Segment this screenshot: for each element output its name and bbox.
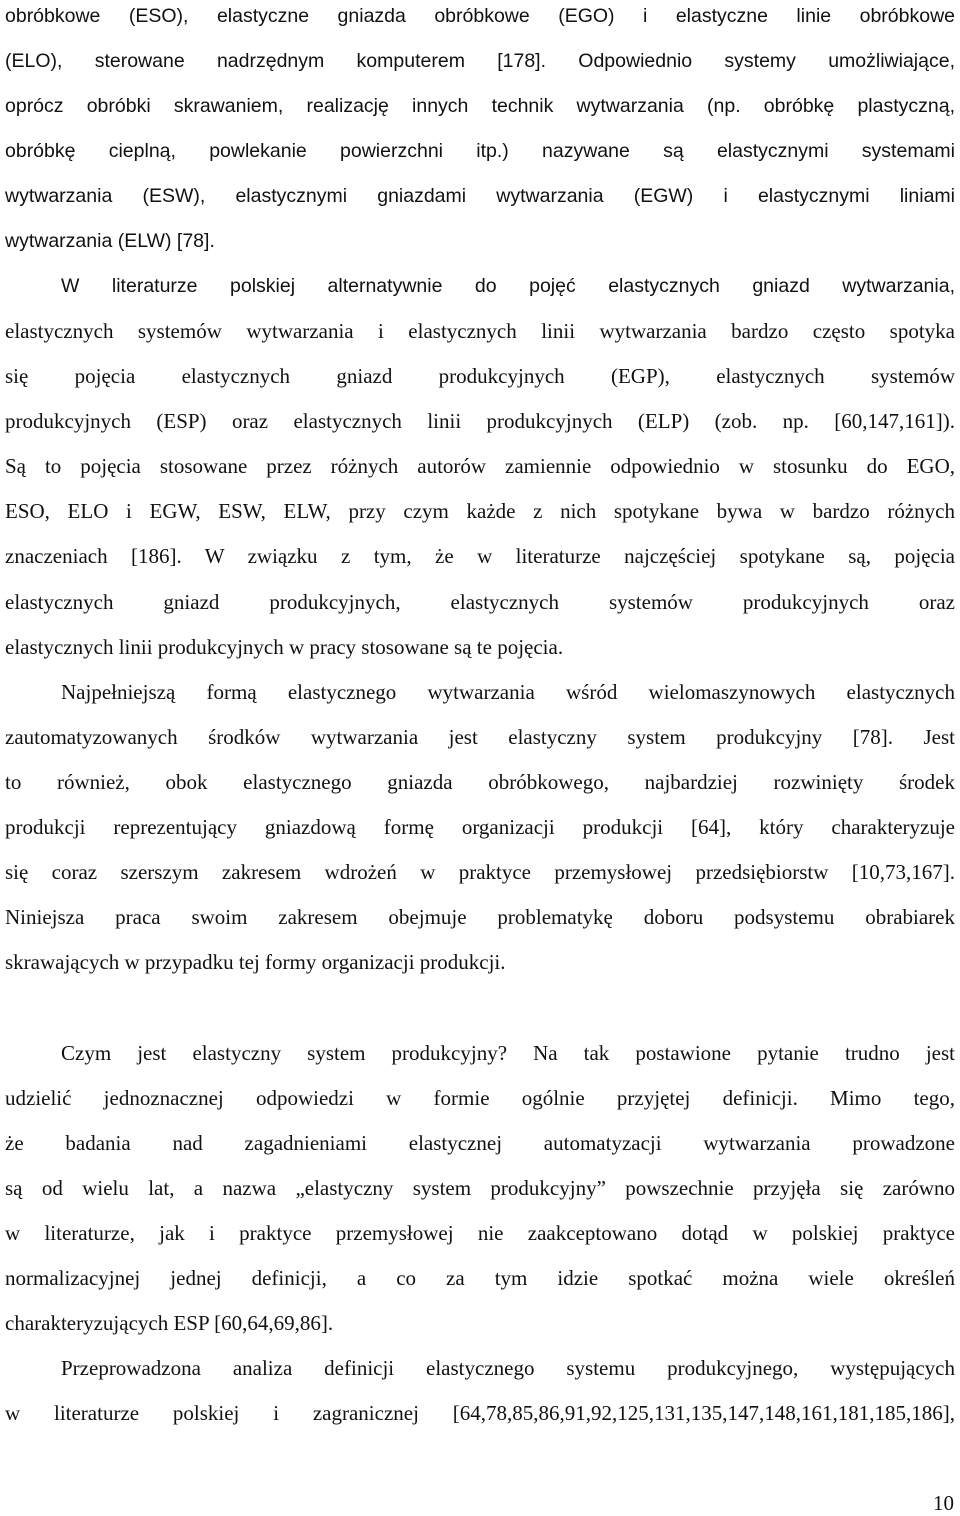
paragraph-1-line-2: (ELO), sterowane nadrzędnym komputerem [178]. Odpowiednio systemy umożliwiające, [5,50,955,72]
paragraph-4-line-2: udzielić jednoznacznej odpowiedzi w formie ogólnie przyjętej definicji. Mimo tego, [5,1086,955,1110]
paragraph-3-line-4: produkcji reprezentujący gniazdową formę organizacji produkcji [64], który charakteryzuje [5,815,955,839]
paragraph-4-line-4: są od wielu lat, a nazwa „elastyczny system produkcyjny” powszechnie przyjęła się zarówno [5,1176,955,1200]
paragraph-2-line-3: się pojęcia elastycznych gniazd produkcyjnych (EGP), elastycznych systemów [5,364,955,388]
paragraph-3-line-5: się coraz szerszym zakresem wdrożeń w praktyce przemysłowej przedsiębiorstw [10,73,167]. [5,860,955,884]
paragraph-2-line-9: elastycznych linii produkcyjnych w pracy stosowane są te pojęcia. [5,635,564,659]
paragraph-4-line-7: charakteryzujących ESP [60,64,69,86]. [5,1311,334,1335]
paragraph-5-line-2: w literaturze polskiej i zagranicznej [64,78,85,86,91,92,125,131,135,147,148,161,181,185,186], [5,1401,955,1425]
paragraph-2-line-6: ESO, ELO i EGW, ESW, ELW, przy czym każde z nich spotykane bywa w bardzo różnych [5,499,955,523]
paragraph-5-line-1: Przeprowadzona analiza definicji elastycznego systemu produkcyjnego, występujących [61,1356,955,1380]
paragraph-3-line-2: zautomatyzowanych środków wytwarzania jest elastyczny system produkcyjny [78]. Jest [5,725,955,749]
paragraph-3-line-7: skrawających w przypadku tej formy organizacji produkcji. [5,950,506,974]
paragraph-1-line-6: wytwarzania (ELW) [78]. [5,230,215,252]
page-number: 10 [933,1491,954,1515]
paragraph-2-line-4: produkcyjnych (ESP) oraz elastycznych linii produkcyjnych (ELP) (zob. np. [60,147,161]). [5,409,955,433]
paragraph-3-line-6: Niniejsza praca swoim zakresem obejmuje problematykę doboru podsystemu obrabiarek [5,905,955,929]
paragraph-4-line-5: w literaturze, jak i praktyce przemysłowej nie zaakceptowano dotąd w polskiej praktyce [5,1221,955,1245]
paragraph-3-line-1: Najpełniejszą formą elastycznego wytwarzania wśród wielomaszynowych elastycznych [61,680,955,704]
paragraph-4-line-1: Czym jest elastyczny system produkcyjny? Na tak postawione pytanie trudno jest [61,1041,955,1065]
paragraph-2-line-7: znaczeniach [186]. W związku z tym, że w literaturze najczęściej spotykane są, pojęcia [5,544,955,568]
paragraph-2-line-2: elastycznych systemów wytwarzania i elastycznych linii wytwarzania bardzo często spotyka [5,319,955,343]
paragraph-2-line-1: W literaturze polskiej alternatywnie do pojęć elastycznych gniazd wytwarzania, [61,275,955,297]
paragraph-1-line-5: wytwarzania (ESW), elastycznymi gniazdami wytwarzania (EGW) i elastycznymi liniami [5,185,955,207]
paragraph-3-line-3: to również, obok elastycznego gniazda obróbkowego, najbardziej rozwinięty środek [5,770,955,794]
paragraph-4-line-6: normalizacyjnej jednej definicji, a co za tym idzie spotkać można wiele określeń [5,1266,955,1290]
paragraph-2-line-5: Są to pojęcia stosowane przez różnych autorów zamiennie odpowiednio w stosunku do EGO, [5,454,955,478]
paragraph-1-line-4: obróbkę cieplną, powlekanie powierzchni itp.) nazywane są elastycznymi systemami [5,140,955,162]
paragraph-4-line-3: że badania nad zagadnieniami elastycznej automatyzacji wytwarzania prowadzone [5,1131,955,1155]
paragraph-1-line-1: obróbkowe (ESO), elastyczne gniazda obróbkowe (EGO) i elastyczne linie obróbkowe [5,5,955,27]
paragraph-2-line-8: elastycznych gniazd produkcyjnych, elastycznych systemów produkcyjnych oraz [5,590,955,614]
paragraph-1-line-3: oprócz obróbki skrawaniem, realizację innych technik wytwarzania (np. obróbkę plastyczną, [5,95,955,117]
